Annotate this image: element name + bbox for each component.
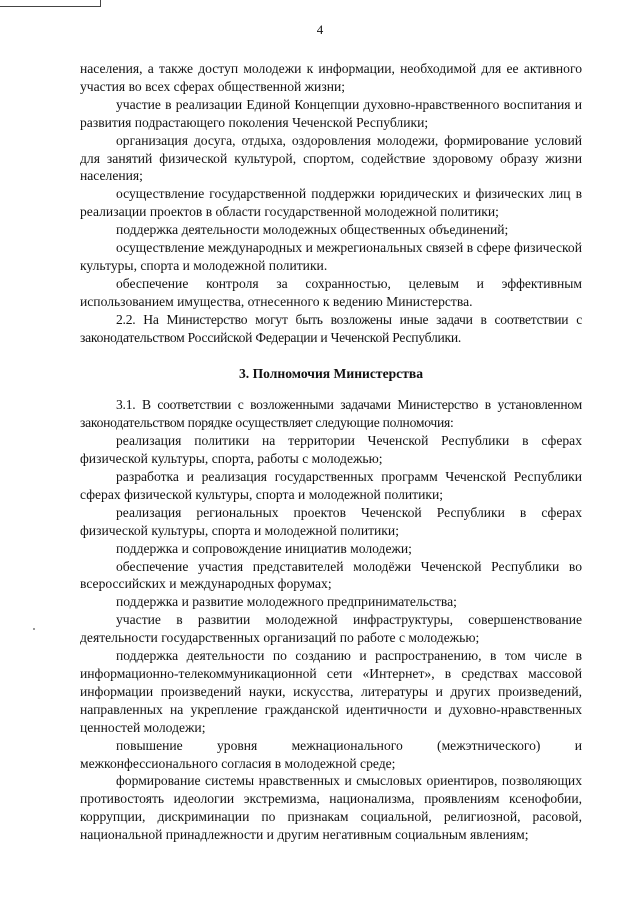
paragraph: участие в реализации Единой Концепции духовно-нравственного воспитания и развития подрастающего поколения Чеченской Республики; bbox=[80, 96, 582, 130]
paragraph: 2.2. На Министерство могут быть возложены иные задачи в соответствии с законодательством Российской Федерации и Чеченской Республики. bbox=[80, 311, 582, 345]
paragraph: поддержка деятельности молодежных общественных объединений; bbox=[116, 222, 509, 238]
paragraph: формирование системы нравственных и смысловых ориентиров, позволяющих противостоять идеологии экстремизма, национализма, проявлениям ксенофобии, коррупции, дискриминации по признакам социальной, религиозной, расовой, национальной принадлежности и другим негативным социальным явлениям; bbox=[80, 773, 582, 843]
paragraph: осуществление государственной поддержки юридических и физических лиц в реализации проектов в области государственной молодежной политики; bbox=[80, 186, 582, 220]
paragraph: осуществление международных и межрегиональных связей в сфере физической культуры, спорта и молодежной политики. bbox=[80, 240, 582, 273]
paragraph: поддержка и развитие молодежного предпринимательства; bbox=[116, 594, 457, 610]
paragraph: разработка и реализация государственных программ Чеченской Республики сферах физической культуры, спорта и молодежной политики; bbox=[80, 469, 582, 502]
paragraph: организация досуга, отдыха, оздоровления молодежи, формирование условий для занятий физической культурой, спортом, содействие здоровому образу жизни населения; bbox=[80, 132, 582, 184]
scan-corner-mark bbox=[0, 0, 101, 7]
paragraph: обеспечение участия представителей молодёжи Чеченской Республики во всероссийских и международных форумах; bbox=[80, 558, 582, 592]
paragraph: обеспечение контроля за сохранностью, целевым и эффективным использованием имущества, отнесенного к ведению Министерства. bbox=[80, 275, 582, 309]
paragraph: населения, а также доступ молодежи к информации, необходимой для ее активного участия во всех сферах общественной жизни; bbox=[80, 61, 582, 94]
paragraph: 3.1. В соответствии с возложенными задачами Министерство в установленном законодательством порядке осуществляет следующие полномочия: bbox=[80, 397, 582, 431]
paragraph: поддержка деятельности по созданию и распространению, в том числе в информационно-телекоммуникационной сети «Интернет», в средствах массовой информации произведений науки, искусства, литературы и других произведений, направленных на укрепление гражданской идентичности и духовно-нравственных ценностей молодежи; bbox=[80, 648, 582, 735]
paragraph: повышение уровня межнационального (межэтнического) и межконфессионального согласия в молодежной среде; bbox=[80, 737, 582, 771]
section-heading: 3. Полномочия Министерства bbox=[238, 365, 424, 381]
paragraph: реализация региональных проектов Чеченской Республики в сферах физической культуры, спорта и молодежной политики; bbox=[80, 504, 582, 538]
paragraph: поддержка и сопровождение инициатив молодежи; bbox=[116, 540, 412, 556]
document-body bbox=[80, 60, 582, 844]
page-number: 4 bbox=[316, 22, 324, 37]
paragraph: участие в развитии молодежной инфраструктуры, совершенствование деятельности государственных организаций по работе с молодежью; bbox=[80, 612, 582, 646]
scan-artifact-dot bbox=[33, 628, 35, 630]
paragraph: реализация политики на территории Чеченской Республики в сферах физической культуры, спорта, работы с молодежью; bbox=[80, 433, 582, 467]
